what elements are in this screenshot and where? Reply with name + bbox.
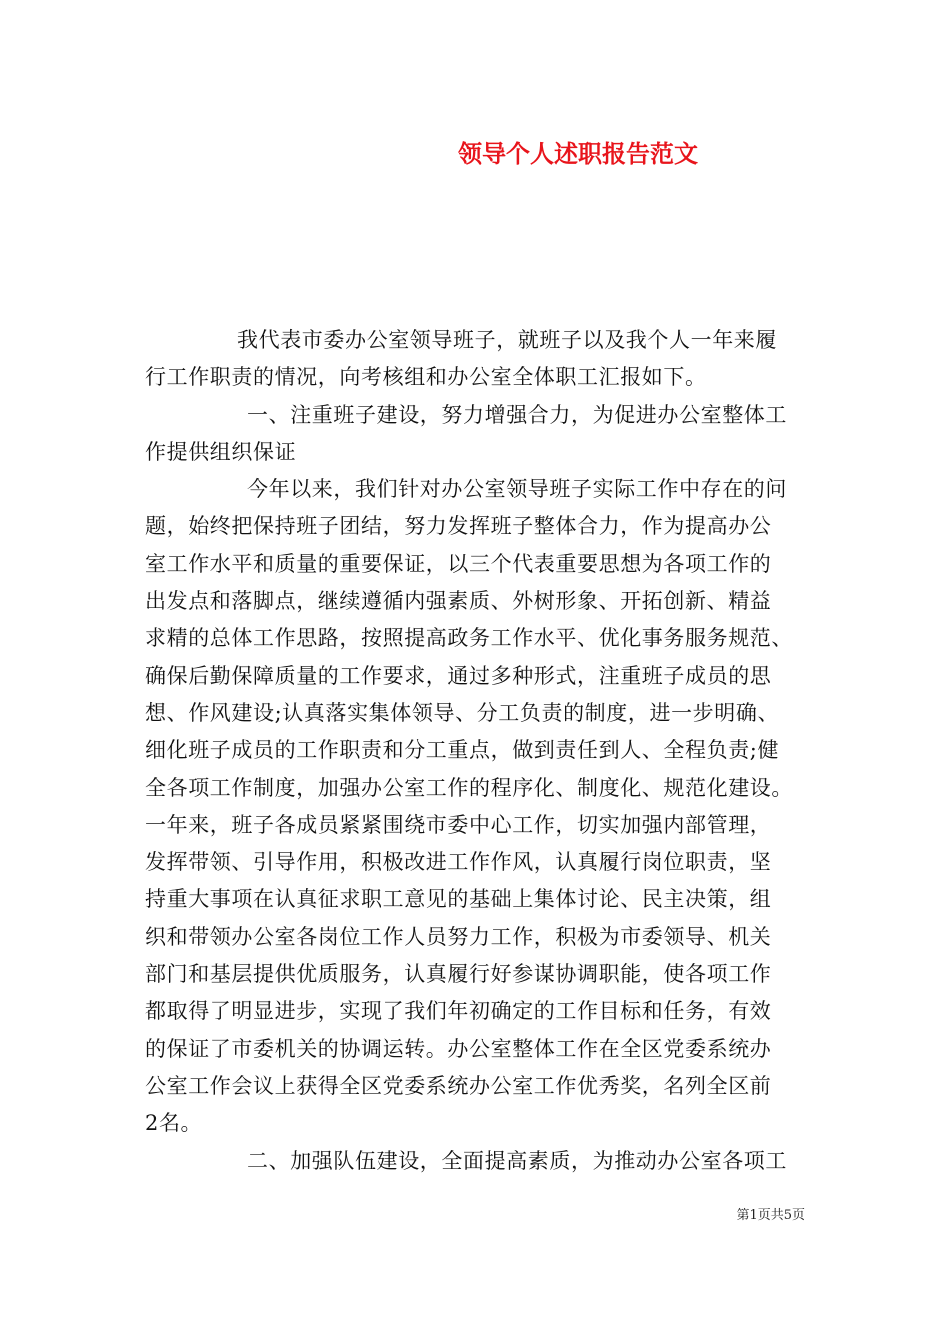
text-line: 想、作风建设;认真落实集体领导、分工负责的制度，进一步明确、 [145,700,780,725]
text-line: 今年以来，我们针对办公室领导班子实际工作中存在的问 [247,477,787,502]
text-line: 公室工作会议上获得全区党委系统办公室工作优秀奖，名列全区前 [145,1073,772,1098]
text-line: 全各项工作制度，加强办公室工作的程序化、制度化、规范化建设。 [145,775,793,800]
text-line: 我代表市委办公室领导班子，就班子以及我个人一年来履 [237,328,777,352]
text-line: 部门和基层提供优质服务，认真履行好参谋协调职能，使各项工作 [145,962,772,987]
text-line: 室工作水平和质量的重要保证，以三个代表重要思想为各项工作的 [145,551,772,576]
text-line: 的保证了市委机关的协调运转。办公室整体工作在全区党委系统办 [145,1036,772,1061]
text-line: 作提供组织保证 [145,439,297,464]
text-line: 二、加强队伍建设，全面提高素质，为推动办公室各项工 [247,1148,787,1173]
text-line: 发挥带领、引导作用，积极改进工作作风，认真履行岗位职责，坚 [145,850,772,875]
text-line: 确保后勤保障质量的工作要求，通过多种形式，注重班子成员的思 [145,663,772,688]
text-line: 一年来，班子各成员紧紧围绕市委中心工作，切实加强内部管理， [145,812,772,837]
text-line: 织和带领办公室各岗位工作人员努力工作，积极为市委领导、机关 [145,924,772,949]
text-line: 出发点和落脚点，继续遵循内强素质、外树形象、开拓创新、精益 [145,589,772,614]
text-line: 行工作职责的情况，向考核组和办公室全体职工汇报如下。 [145,365,707,390]
text-line: 持重大事项在认真征求职工意见的基础上集体讨论、民主决策，组 [145,887,772,912]
document-title: 领导个人述职报告范文 [458,139,698,168]
text-line: 2名。 [145,1111,203,1136]
document-body [145,322,825,1180]
text-line: 求精的总体工作思路，按照提高政务工作水平、优化事务服务规范、 [145,626,793,651]
text-line: 都取得了明显进步，实现了我们年初确定的工作目标和任务，有效 [145,999,772,1024]
page-number: 第1页共5页 [736,1208,805,1223]
text-line: 一、注重班子建设，努力增强合力，为促进办公室整体工 [247,402,787,427]
text-line: 细化班子成员的工作职责和分工重点，做到责任到人、全程负责;健 [145,738,780,763]
text-line: 题，始终把保持班子团结，努力发挥班子整体合力，作为提高办公 [145,514,772,539]
